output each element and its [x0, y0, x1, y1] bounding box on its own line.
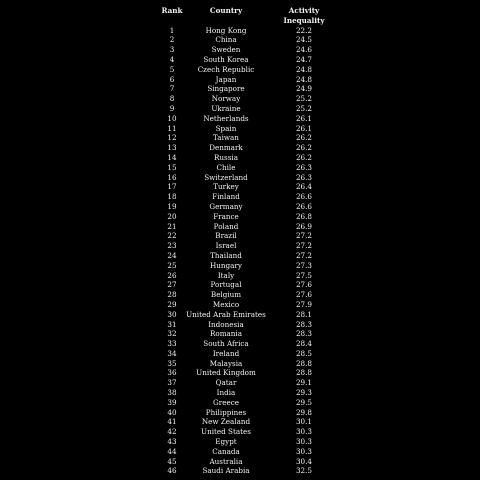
cell-country: Italy [217, 270, 235, 280]
table-row [160, 143, 340, 153]
cell-activity-inequality: 28.3 [295, 329, 312, 339]
cell-activity-inequality: 24.7 [295, 54, 312, 64]
table-row [160, 35, 340, 45]
cell-activity-inequality: 26.3 [295, 172, 312, 182]
cell-rank: 44 [167, 446, 177, 456]
cell-rank: 39 [167, 397, 177, 407]
cell-country: Israel [215, 241, 237, 251]
cell-country: Qatar [215, 378, 237, 388]
table-row [160, 153, 340, 163]
cell-activity-inequality: 26.1 [295, 113, 312, 123]
table-row [160, 310, 340, 320]
cell-activity-inequality: 27.2 [295, 250, 312, 260]
table-row [160, 182, 340, 192]
table-row [160, 261, 340, 271]
table-row [160, 271, 340, 281]
table-row [160, 280, 340, 290]
cell-activity-inequality: 24.8 [295, 74, 312, 84]
cell-rank: 42 [167, 427, 177, 437]
table-row [160, 192, 340, 202]
cell-activity-inequality: 30.3 [295, 446, 312, 456]
cell-rank: 14 [167, 152, 177, 162]
cell-rank: 1 [169, 25, 175, 35]
cell-activity-inequality: 27.6 [295, 290, 312, 300]
cell-rank: 5 [169, 64, 175, 74]
cell-activity-inequality: 28.1 [295, 309, 312, 319]
cell-rank: 13 [167, 143, 177, 153]
table-row [160, 222, 340, 232]
cell-activity-inequality: 27.3 [295, 260, 312, 270]
cell-activity-inequality: 26.3 [295, 162, 312, 172]
cell-rank: 37 [167, 378, 177, 388]
table-row [160, 378, 340, 388]
cell-activity-inequality: 26.6 [295, 201, 312, 211]
cell-activity-inequality: 24.8 [295, 64, 312, 74]
cell-country: South Korea [203, 54, 249, 64]
table-row [160, 124, 340, 134]
cell-rank: 12 [167, 133, 177, 143]
cell-activity-inequality: 28.3 [295, 319, 312, 329]
cell-activity-inequality: 26.1 [295, 123, 312, 133]
cell-country: Chile [216, 162, 236, 172]
cell-rank: 6 [169, 74, 175, 84]
cell-rank: 26 [167, 270, 177, 280]
cell-activity-inequality: 22.2 [295, 25, 312, 35]
table-row [160, 290, 340, 300]
table-row [160, 427, 340, 437]
activity-inequality-table [160, 6, 340, 476]
cell-activity-inequality: 29.1 [295, 378, 312, 388]
cell-activity-inequality: 26.4 [295, 182, 312, 192]
cell-country: Poland [213, 221, 239, 231]
cell-rank: 2 [169, 35, 175, 45]
cell-country: United States [201, 427, 251, 437]
cell-rank: 28 [167, 290, 177, 300]
cell-country: Switzerland [204, 172, 248, 182]
cell-rank: 31 [167, 319, 177, 329]
table-row [160, 75, 340, 85]
cell-rank: 8 [169, 94, 175, 104]
cell-rank: 21 [167, 221, 177, 231]
cell-country: Sweden [211, 45, 241, 55]
cell-activity-inequality: 30.3 [295, 437, 312, 447]
table-row [160, 320, 340, 330]
cell-rank: 25 [167, 260, 177, 270]
table-row [160, 457, 340, 467]
table-row [160, 447, 340, 457]
cell-rank: 18 [167, 192, 177, 202]
table-row [160, 398, 340, 408]
cell-activity-inequality: 30.3 [295, 427, 312, 437]
cell-rank: 9 [169, 103, 175, 113]
cell-rank: 33 [167, 339, 177, 349]
cell-activity-inequality: 28.5 [295, 348, 312, 358]
table-row [160, 368, 340, 378]
table-row [160, 339, 340, 349]
cell-country: Saudi Arabia [202, 466, 250, 476]
cell-rank: 17 [167, 182, 177, 192]
cell-activity-inequality: 26.2 [295, 152, 312, 162]
cell-activity-inequality: 26.2 [295, 143, 312, 153]
cell-country: China [215, 35, 237, 45]
header-country: Country [209, 6, 243, 15]
cell-rank: 35 [167, 358, 177, 368]
cell-activity-inequality: 25.2 [295, 94, 312, 104]
table-row [160, 408, 340, 418]
cell-rank: 4 [169, 54, 175, 64]
cell-rank: 34 [167, 348, 177, 358]
cell-activity-inequality: 24.5 [295, 35, 312, 45]
table-header-row [160, 6, 340, 26]
table-row [160, 94, 340, 104]
cell-country: Norway [211, 94, 241, 104]
cell-country: Portugal [210, 280, 242, 290]
cell-activity-inequality: 27.6 [295, 280, 312, 290]
cell-rank: 10 [167, 113, 177, 123]
table-row [160, 26, 340, 36]
cell-activity-inequality: 32.5 [295, 466, 312, 476]
cell-country: Philippines [205, 407, 247, 417]
cell-country: Romania [209, 329, 243, 339]
table-body [160, 26, 340, 477]
cell-country: Czech Republic [197, 64, 255, 74]
cell-country: Egypt [215, 437, 237, 447]
table-row [160, 55, 340, 65]
cell-country: Greece [213, 397, 239, 407]
cell-activity-inequality: 28.8 [295, 368, 312, 378]
cell-rank: 23 [167, 241, 177, 251]
cell-rank: 46 [167, 466, 177, 476]
table-row [160, 114, 340, 124]
cell-country: Turkey [213, 182, 239, 192]
cell-country: New Zealand [201, 417, 251, 427]
cell-activity-inequality: 27.2 [295, 241, 312, 251]
cell-rank: 38 [167, 388, 177, 398]
cell-country: Ireland [212, 348, 240, 358]
cell-activity-inequality: 27.2 [295, 231, 312, 241]
cell-country: Taiwan [213, 133, 239, 143]
cell-rank: 45 [167, 456, 177, 466]
cell-country: Belgium [210, 290, 242, 300]
cell-country: South Africa [203, 339, 249, 349]
table-row [160, 251, 340, 261]
table-row [160, 241, 340, 251]
table-row [160, 84, 340, 94]
cell-activity-inequality: 24.9 [295, 84, 312, 94]
table-row [160, 359, 340, 369]
cell-rank: 36 [167, 368, 177, 378]
cell-country: France [213, 211, 239, 221]
cell-country: United Arab Emirates [186, 309, 266, 319]
cell-rank: 27 [167, 280, 177, 290]
cell-country: Finland [212, 192, 240, 202]
cell-rank: 11 [167, 123, 177, 133]
cell-country: Japan [215, 74, 237, 84]
cell-activity-inequality: 29.8 [295, 407, 312, 417]
cell-activity-inequality: 26.2 [295, 133, 312, 143]
cell-activity-inequality: 27.5 [295, 270, 312, 280]
cell-country: Singapore [207, 84, 245, 94]
table-row [160, 300, 340, 310]
cell-rank: 15 [167, 162, 177, 172]
table-row [160, 329, 340, 339]
table-row [160, 45, 340, 55]
cell-rank: 3 [169, 45, 175, 55]
cell-activity-inequality: 29.5 [295, 397, 312, 407]
table-row [160, 202, 340, 212]
cell-country: Russia [213, 152, 238, 162]
header-rank: Rank [161, 6, 183, 15]
cell-rank: 7 [169, 84, 175, 94]
cell-activity-inequality: 26.6 [295, 192, 312, 202]
table-row [160, 231, 340, 241]
cell-rank: 30 [167, 309, 177, 319]
cell-activity-inequality: 28.8 [295, 358, 312, 368]
header-activity-inequality: Activity Inequality [283, 6, 325, 25]
cell-country: Hungary [210, 260, 242, 270]
table-row [160, 173, 340, 183]
cell-activity-inequality: 30.1 [295, 417, 312, 427]
table-row [160, 417, 340, 427]
cell-rank: 43 [167, 437, 177, 447]
cell-activity-inequality: 26.8 [295, 211, 312, 221]
table-row [160, 349, 340, 359]
cell-country: Thailand [210, 250, 242, 260]
table-row [160, 388, 340, 398]
table-row [160, 437, 340, 447]
cell-rank: 24 [167, 250, 177, 260]
cell-country: Indonesia [208, 319, 244, 329]
cell-rank: 40 [167, 407, 177, 417]
table-row [160, 212, 340, 222]
cell-country: Hong Kong [205, 25, 247, 35]
cell-rank: 16 [167, 172, 177, 182]
cell-country: Malaysia [209, 358, 243, 368]
cell-country: Denmark [209, 143, 243, 153]
cell-rank: 22 [167, 231, 177, 241]
table-row [160, 133, 340, 143]
cell-country: Brazil [215, 231, 237, 241]
cell-activity-inequality: 25.2 [295, 103, 312, 113]
cell-country: United Kingdom [196, 368, 256, 378]
cell-country: India [216, 388, 236, 398]
cell-rank: 41 [167, 417, 177, 427]
cell-country: Canada [212, 446, 240, 456]
cell-activity-inequality: 28.4 [295, 339, 312, 349]
table-row [160, 104, 340, 114]
cell-activity-inequality: 30.4 [295, 456, 312, 466]
table-row [160, 466, 340, 476]
cell-activity-inequality: 26.9 [295, 221, 312, 231]
table-row [160, 163, 340, 173]
cell-rank: 20 [167, 211, 177, 221]
cell-country: Australia [209, 456, 243, 466]
cell-country: Germany [209, 201, 243, 211]
cell-activity-inequality: 29.3 [295, 388, 312, 398]
table-row [160, 65, 340, 75]
cell-rank: 19 [167, 201, 177, 211]
cell-rank: 29 [167, 299, 177, 309]
cell-rank: 32 [167, 329, 177, 339]
cell-country: Mexico [212, 299, 240, 309]
cell-country: Ukraine [211, 103, 241, 113]
cell-activity-inequality: 24.6 [295, 45, 312, 55]
cell-country: Spain [215, 123, 237, 133]
cell-activity-inequality: 27.9 [295, 299, 312, 309]
cell-country: Netherlands [203, 113, 249, 123]
